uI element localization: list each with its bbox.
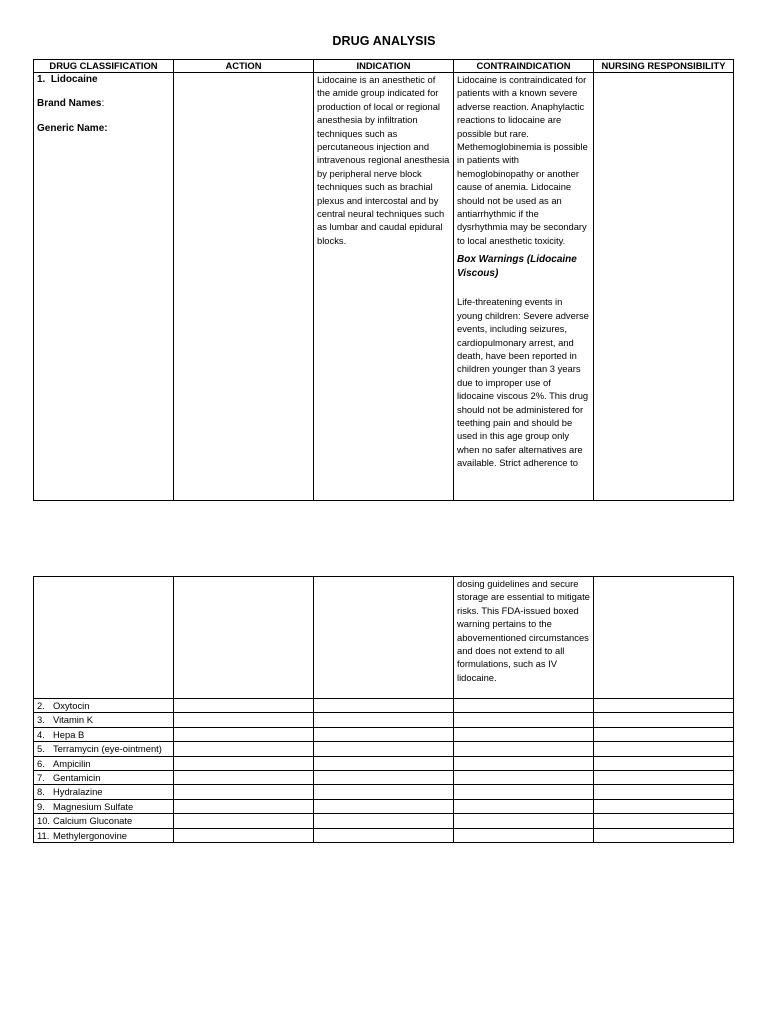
indication-cell (314, 727, 454, 741)
action-cell (174, 828, 314, 842)
drug-number: 2. (37, 700, 45, 711)
drug-classification-cell (34, 73, 174, 501)
action-cell (174, 742, 314, 756)
drug-number: 11. (37, 829, 50, 841)
contraindication-cell (454, 727, 594, 741)
drug-classification-cell (34, 713, 174, 727)
drug-name: Oxytocin (53, 700, 90, 711)
contraindication-cell (454, 742, 594, 756)
generic-name-label: Generic Name: (37, 122, 108, 134)
action-cell (174, 814, 314, 828)
table-row (34, 771, 734, 785)
header-row (34, 60, 734, 73)
drug-name: Gentamicin (53, 772, 101, 784)
drug-name: Vitamin K (53, 714, 93, 726)
nursing-responsibility-cell (594, 73, 734, 501)
nursing-responsibility-cell (594, 699, 734, 713)
page-title: DRUG ANALYSIS (332, 34, 436, 48)
contraindication-cell (454, 814, 594, 828)
drug-classification-cell (34, 577, 174, 699)
nursing-responsibility-cell (594, 742, 734, 756)
action-cell (174, 756, 314, 770)
action-cell (174, 799, 314, 813)
drug-name: Methylergonovine (53, 829, 128, 841)
nursing-responsibility-cell (594, 814, 734, 828)
drug-name: Terramycin (eye-ointment) (53, 743, 162, 755)
box-warning-continued-text: dosing guidelines and secure storage are essential to mitigate risks. This FDA-issued boxed warning pertains to the abovementioned circumstances and does not extend to all formulations, such as IV lidocaine. (457, 578, 590, 683)
header-drug-classification: DRUG CLASSIFICATION (34, 60, 174, 73)
drug-classification-cell (34, 699, 174, 713)
header-nursing-responsibility: NURSING RESPONSIBILITY (594, 60, 734, 73)
indication-cell (314, 577, 454, 699)
action-cell (174, 785, 314, 799)
drug-analysis-table-page1 (33, 59, 734, 501)
drug-classification-cell (34, 756, 174, 770)
drug-analysis-table-page2 (33, 576, 734, 843)
contraindication-cell (454, 756, 594, 770)
action-cell (174, 727, 314, 741)
drug-number: 4. (37, 728, 45, 740)
table-row (34, 799, 734, 813)
drug-number: 5. (37, 743, 45, 755)
drug-number: 6. (37, 757, 45, 769)
drug-classification-cell (34, 799, 174, 813)
drug-classification-cell (34, 727, 174, 741)
drug-name: Hydralazine (53, 786, 103, 798)
indication-cell (314, 699, 454, 713)
action-cell (174, 577, 314, 699)
table-row (34, 727, 734, 741)
drug-list (34, 699, 734, 843)
contraindication-cell (454, 699, 594, 713)
contraindication-cell (454, 713, 594, 727)
drug-number: 3. (37, 714, 45, 726)
table-row (34, 756, 734, 770)
drug-name: Magnesium Sulfate (53, 800, 134, 812)
drug-number: 10. (37, 815, 51, 827)
nursing-responsibility-cell (594, 756, 734, 770)
indication-cell (314, 785, 454, 799)
indication-cell (314, 742, 454, 756)
drug-number: 8. (37, 786, 45, 798)
box-warning-text: Life-threatening events in young children: Severe adverse events, including seizures, cardiopulmonary arrest, and death, have been reported in children younger than 3 years due to improper use of lidocaine viscous 2%. This drug should not be administered for teething pain and should be used in this age group only when no safer alternatives are available. Strict adherence to (457, 296, 589, 469)
nursing-responsibility-cell (594, 828, 734, 842)
indication-text: Lidocaine is an anesthetic of the amide group indicated for production of local or regional anesthesia by infiltration techniques such as percutaneous injection and intravenous regional anesthesia by peripheral nerve block techniques such as brachial plexus and intercostal and by central neural techniques such as lumbar and caudal epidural blocks. (317, 74, 450, 246)
header-action: ACTION (174, 60, 314, 73)
contraindication-cell (454, 785, 594, 799)
action-cell (174, 73, 314, 501)
table-row (34, 814, 734, 828)
contraindication-text: Lidocaine is contraindicated for patients with a known severe adverse reaction. Anaphylactic reactions to lidocaine are possible but rare. Methemoglobinemia is possible in patients with hemoglobinopathy or another cause of anemia. Lidocaine should not be used as an antiarrhythmic if the dysrhythmia may be secondary to local anesthetic toxicity. (457, 74, 588, 246)
action-cell (174, 713, 314, 727)
header-contraindication: CONTRAINDICATION (454, 60, 594, 73)
drug-number: 7. (37, 772, 45, 784)
indication-cell (314, 814, 454, 828)
drug-number: 9. (37, 800, 45, 812)
contraindication-cell (454, 799, 594, 813)
drug-classification-cell (34, 785, 174, 799)
contraindication-cell (454, 771, 594, 785)
table-row (34, 713, 734, 727)
drug-name: Hepa B (53, 728, 85, 740)
drug-classification-cell (34, 828, 174, 842)
drug-name: Ampicilin (53, 757, 91, 769)
header-indication: INDICATION (314, 60, 454, 73)
drug-classification-cell (34, 771, 174, 785)
table-row-lidocaine-continued (34, 577, 734, 699)
contraindication-cell (454, 828, 594, 842)
nursing-responsibility-cell (594, 713, 734, 727)
table-row (34, 742, 734, 756)
box-warning-title: Box Warnings (Lidocaine Viscous) (457, 254, 577, 280)
indication-cell (314, 756, 454, 770)
drug-name: 1. Lidocaine (37, 74, 98, 85)
contraindication-cell (454, 577, 594, 699)
table-row-lidocaine (34, 73, 734, 501)
drug-name: Calcium Gluconate (53, 815, 133, 827)
nursing-responsibility-cell (594, 799, 734, 813)
drug-classification-cell (34, 742, 174, 756)
table-row (34, 699, 734, 713)
nursing-responsibility-cell (594, 785, 734, 799)
indication-cell (314, 828, 454, 842)
indication-cell (314, 771, 454, 785)
brand-names-label: Brand Names: (37, 98, 105, 110)
indication-cell (314, 799, 454, 813)
nursing-responsibility-cell (594, 727, 734, 741)
table-row (34, 828, 734, 842)
action-cell (174, 771, 314, 785)
indication-cell (314, 73, 454, 501)
contraindication-cell (454, 73, 594, 501)
nursing-responsibility-cell (594, 771, 734, 785)
nursing-responsibility-cell (594, 577, 734, 699)
action-cell (174, 699, 314, 713)
table-row (34, 785, 734, 799)
drug-classification-cell (34, 814, 174, 828)
indication-cell (314, 713, 454, 727)
